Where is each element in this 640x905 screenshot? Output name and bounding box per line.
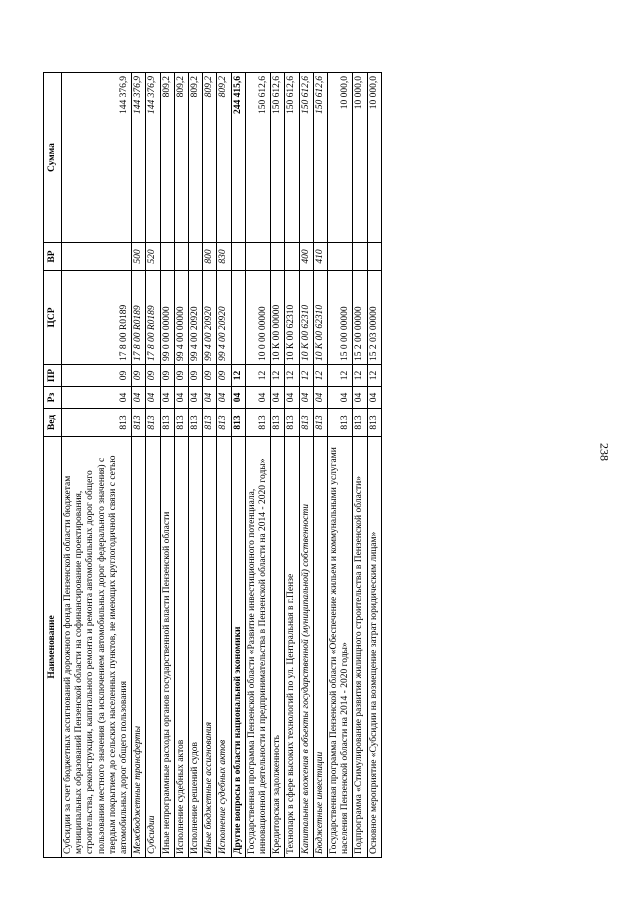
cell-csr: 99 4 00 20920 (189, 271, 203, 365)
cell-vr (189, 243, 203, 271)
header-csr: ЦСР (44, 271, 62, 365)
cell-ved: 813 (367, 409, 381, 437)
cell-vr (62, 243, 132, 271)
cell-pr: 09 (160, 365, 174, 387)
cell-rz: 04 (299, 387, 313, 409)
cell-rz: 04 (353, 387, 367, 409)
cell-vr (231, 243, 245, 271)
page-number: 238 (597, 443, 612, 461)
cell-pr: 09 (203, 365, 217, 387)
table-row (146, 73, 160, 858)
cell-name: Субсидии за счет бюджетных ассигнований дорожного фонда Пензенской области бюджетам муниципальных образований Пензенской области на софинансирование проектирования, строительства, реконструкции, капитального ремонта и ремонта автомобильных дорог общего пользования местного значения (за исключением автомобильных дорог федерального значения) с твердым покрытием до сельских населенных пунктов, не имеющих круглогодичной связи с сетью автомобильных дорог общего пользования (62, 437, 132, 858)
table-row (313, 73, 327, 858)
cell-ved: 813 (328, 409, 353, 437)
cell-rz: 04 (217, 387, 231, 409)
cell-ved: 813 (299, 409, 313, 437)
cell-vr: 410 (313, 243, 327, 271)
cell-name: Подпрограмма «Стимулирование развития жилищного строительства в Пензенской области» (353, 437, 367, 858)
table-header-row (44, 73, 62, 858)
cell-sum: 809,2 (217, 73, 231, 243)
cell-ved: 813 (174, 409, 188, 437)
cell-sum: 809,2 (160, 73, 174, 243)
cell-name: Технопарк в сфере высоких технологий по ул. Центральная в г.Пензе (285, 437, 299, 858)
cell-pr: 12 (271, 365, 285, 387)
cell-rz: 04 (174, 387, 188, 409)
cell-rz: 04 (245, 387, 270, 409)
cell-name: Исполнение судебных актов (174, 437, 188, 858)
cell-rz: 04 (231, 387, 245, 409)
cell-rz: 04 (146, 387, 160, 409)
cell-vr: 800 (203, 243, 217, 271)
cell-vr (271, 243, 285, 271)
cell-name: Исполнение решений судов (189, 437, 203, 858)
cell-sum: 10 000,0 (367, 73, 381, 243)
cell-name: Межбюджетные трансферты (132, 437, 146, 858)
cell-name: Иные непрограммные расходы органов государственной власти Пензенской области (160, 437, 174, 858)
cell-ved: 813 (62, 409, 132, 437)
cell-ved: 813 (353, 409, 367, 437)
cell-sum: 150 612,6 (285, 73, 299, 243)
cell-sum: 150 612,6 (313, 73, 327, 243)
cell-sum: 809,2 (174, 73, 188, 243)
cell-sum: 809,2 (189, 73, 203, 243)
table-row (160, 73, 174, 858)
cell-ved: 813 (271, 409, 285, 437)
table-row (353, 73, 367, 858)
cell-rz: 04 (367, 387, 381, 409)
cell-pr: 12 (353, 365, 367, 387)
cell-sum: 150 612,6 (299, 73, 313, 243)
cell-pr: 12 (299, 365, 313, 387)
cell-ved: 813 (245, 409, 270, 437)
cell-rz: 04 (313, 387, 327, 409)
cell-pr: 09 (146, 365, 160, 387)
cell-rz: 04 (62, 387, 132, 409)
cell-rz: 04 (160, 387, 174, 409)
cell-rz: 04 (132, 387, 146, 409)
header-ved: Вед (44, 409, 62, 437)
cell-rz: 04 (203, 387, 217, 409)
table-row (299, 73, 313, 858)
cell-pr: 09 (217, 365, 231, 387)
cell-ved: 813 (189, 409, 203, 437)
cell-vr (174, 243, 188, 271)
cell-name: Субсидии (146, 437, 160, 858)
cell-name: Исполнение судебных актов (217, 437, 231, 858)
cell-csr: 99 4 00 20920 (217, 271, 231, 365)
cell-csr: 10 К 00 62310 (313, 271, 327, 365)
cell-sum: 144 376,9 (146, 73, 160, 243)
cell-sum: 144 376,9 (132, 73, 146, 243)
cell-vr (160, 243, 174, 271)
cell-csr: 10 К 00 62310 (299, 271, 313, 365)
cell-vr (367, 243, 381, 271)
cell-csr: 15 2 03 00000 (367, 271, 381, 365)
cell-sum: 150 612,6 (245, 73, 270, 243)
cell-vr: 830 (217, 243, 231, 271)
cell-vr (328, 243, 353, 271)
cell-csr: 10 К 00 62310 (285, 271, 299, 365)
table-row (174, 73, 188, 858)
cell-pr: 12 (367, 365, 381, 387)
table-row (271, 73, 285, 858)
cell-ved: 813 (132, 409, 146, 437)
header-rz: Рз (44, 387, 62, 409)
table-row (189, 73, 203, 858)
table-row (367, 73, 381, 858)
cell-pr: 12 (231, 365, 245, 387)
cell-vr (353, 243, 367, 271)
budget-table (43, 72, 382, 858)
cell-ved: 813 (285, 409, 299, 437)
cell-vr (245, 243, 270, 271)
table-row (328, 73, 353, 858)
cell-sum: 144 376,9 (62, 73, 132, 243)
cell-pr: 12 (245, 365, 270, 387)
cell-ved: 813 (231, 409, 245, 437)
cell-pr: 09 (174, 365, 188, 387)
cell-sum: 10 000,0 (328, 73, 353, 243)
cell-name: Государственная программа Пензенской области «Обеспечение жильем и коммунальными услугами населения Пензенской области на 2014 - 2020 годы» (328, 437, 353, 858)
cell-csr: 17 8 00 R0189 (132, 271, 146, 365)
cell-vr (285, 243, 299, 271)
cell-sum: 809,2 (203, 73, 217, 243)
cell-csr: 15 2 00 00000 (353, 271, 367, 365)
cell-vr: 500 (132, 243, 146, 271)
table-row (245, 73, 270, 858)
header-sum: Сумма (44, 73, 62, 243)
cell-rz: 04 (285, 387, 299, 409)
cell-csr: 99 4 00 20920 (203, 271, 217, 365)
table-row (62, 73, 132, 858)
cell-name: Бюджетные инвестиции (313, 437, 327, 858)
cell-pr: 12 (328, 365, 353, 387)
cell-pr: 09 (62, 365, 132, 387)
header-name: Наименование (44, 437, 62, 858)
cell-ved: 813 (146, 409, 160, 437)
cell-sum: 150 612,6 (271, 73, 285, 243)
table-body (62, 73, 382, 858)
cell-name: Иные бюджетные ассигнования (203, 437, 217, 858)
cell-sum: 10 000,0 (353, 73, 367, 243)
cell-rz: 04 (189, 387, 203, 409)
cell-pr: 12 (313, 365, 327, 387)
cell-csr: 99 4 00 00000 (174, 271, 188, 365)
cell-name: Другие вопросы в области национальной экономики (231, 437, 245, 858)
cell-name: Капитальные вложения в объекты государственной (муниципальной) собственности (299, 437, 313, 858)
cell-name: Основное мероприятие «Субсидии на возмещение затрат юридическим лицам» (367, 437, 381, 858)
table-row (132, 73, 146, 858)
cell-ved: 813 (203, 409, 217, 437)
rotated-table-container (43, 73, 601, 858)
cell-vr: 520 (146, 243, 160, 271)
cell-csr: 15 0 00 00000 (328, 271, 353, 365)
table-row (203, 73, 217, 858)
cell-sum: 244 415,6 (231, 73, 245, 243)
cell-ved: 813 (160, 409, 174, 437)
table-row (231, 73, 245, 858)
cell-csr (231, 271, 245, 365)
table-row (285, 73, 299, 858)
cell-ved: 813 (313, 409, 327, 437)
cell-rz: 04 (328, 387, 353, 409)
cell-pr: 09 (189, 365, 203, 387)
cell-pr: 09 (132, 365, 146, 387)
cell-pr: 12 (285, 365, 299, 387)
cell-csr: 10 0 00 00000 (245, 271, 270, 365)
cell-name: Государственная программа Пензенской области «Развитие инвестиционного потенциала, инновационной деятельности и предпринимательства в Пензенской области на 2014 - 2020 годы» (245, 437, 270, 858)
cell-name: Кредиторская задолженность (271, 437, 285, 858)
cell-csr: 17 8 00 R0189 (62, 271, 132, 365)
header-pr: ПР (44, 365, 62, 387)
cell-rz: 04 (271, 387, 285, 409)
cell-csr: 99 0 00 00000 (160, 271, 174, 365)
cell-csr: 17 8 00 R0189 (146, 271, 160, 365)
cell-ved: 813 (217, 409, 231, 437)
cell-vr: 400 (299, 243, 313, 271)
cell-csr: 10 К 00 00000 (271, 271, 285, 365)
table-row (217, 73, 231, 858)
header-vr: ВР (44, 243, 62, 271)
